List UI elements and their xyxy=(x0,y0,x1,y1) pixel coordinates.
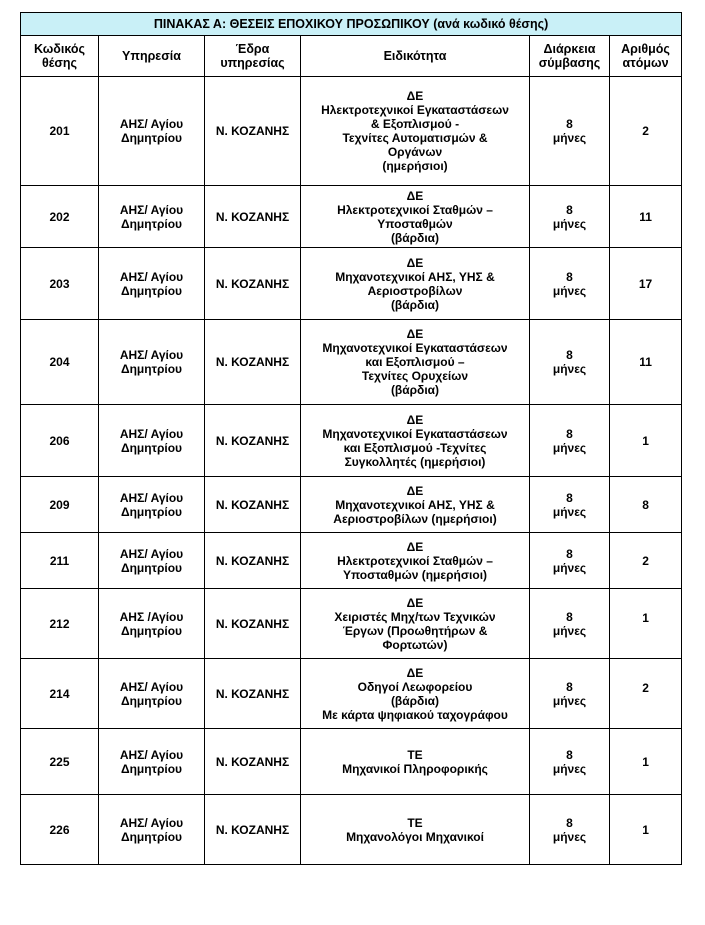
position-code-cell: 201 xyxy=(21,77,99,186)
count-cell: 11 xyxy=(610,320,682,405)
count-cell: 2 xyxy=(610,77,682,186)
header-seat: Έδρα υπηρεσίας xyxy=(205,36,301,77)
service-cell: ΑΗΣ/ Αγίου Δημητρίου xyxy=(99,659,205,729)
service-cell: ΑΗΣ/ Αγίου Δημητρίου xyxy=(99,186,205,248)
specialty-cell: ΔΕ Ηλεκτροτεχνικοί Εγκαταστάσεων & Εξοπλισμού - Τεχνίτες Αυτοματισμών & Οργάνων (ημερήσιοι) xyxy=(301,77,530,186)
duration-cell: 8 μήνες xyxy=(530,320,610,405)
seat-cell: Ν. ΚΟΖΑΝΗΣ xyxy=(205,248,301,320)
specialty-cell: ΔΕ Μηχανοτεχνικοί Εγκαταστάσεων και Εξοπλισμού -Τεχνίτες Συγκολλητές (ημερήσιοι) xyxy=(301,405,530,477)
specialty-cell: ΔΕ Μηχανοτεχνικοί ΑΗΣ, ΥΗΣ & Αεριοστροβίλων (ημερήσιοι) xyxy=(301,477,530,533)
count-cell: 2 xyxy=(610,659,682,729)
position-code-cell: 204 xyxy=(21,320,99,405)
seat-cell: Ν. ΚΟΖΑΝΗΣ xyxy=(205,729,301,795)
service-cell: ΑΗΣ/ Αγίου Δημητρίου xyxy=(99,533,205,589)
position-code-cell: 203 xyxy=(21,248,99,320)
service-cell: ΑΗΣ/ Αγίου Δημητρίου xyxy=(99,405,205,477)
position-code-cell: 212 xyxy=(21,589,99,659)
seat-cell: Ν. ΚΟΖΑΝΗΣ xyxy=(205,533,301,589)
positions-table xyxy=(20,12,682,865)
table-row xyxy=(21,729,682,795)
duration-cell: 8 μήνες xyxy=(530,186,610,248)
position-code-cell: 225 xyxy=(21,729,99,795)
count-cell: 1 xyxy=(610,405,682,477)
seat-cell: Ν. ΚΟΖΑΝΗΣ xyxy=(205,320,301,405)
service-cell: ΑΗΣ/ Αγίου Δημητρίου xyxy=(99,77,205,186)
specialty-cell: ΤΕ Μηχανολόγοι Μηχανικοί xyxy=(301,795,530,865)
duration-cell: 8 μήνες xyxy=(530,659,610,729)
table-row xyxy=(21,248,682,320)
seat-cell: Ν. ΚΟΖΑΝΗΣ xyxy=(205,405,301,477)
duration-cell: 8 μήνες xyxy=(530,405,610,477)
seat-cell: Ν. ΚΟΖΑΝΗΣ xyxy=(205,77,301,186)
seat-cell: Ν. ΚΟΖΑΝΗΣ xyxy=(205,477,301,533)
table-body xyxy=(21,77,682,865)
duration-cell: 8 μήνες xyxy=(530,248,610,320)
position-code-cell: 211 xyxy=(21,533,99,589)
duration-cell: 8 μήνες xyxy=(530,729,610,795)
header-duration: Διάρκεια σύμβασης xyxy=(530,36,610,77)
header-specialty: Ειδικότητα xyxy=(301,36,530,77)
table-row xyxy=(21,405,682,477)
table-row xyxy=(21,320,682,405)
count-cell: 8 xyxy=(610,477,682,533)
position-code-cell: 226 xyxy=(21,795,99,865)
position-code-cell: 209 xyxy=(21,477,99,533)
count-cell: 1 xyxy=(610,729,682,795)
seat-cell: Ν. ΚΟΖΑΝΗΣ xyxy=(205,795,301,865)
table-row xyxy=(21,533,682,589)
table-row xyxy=(21,477,682,533)
duration-cell: 8 μήνες xyxy=(530,477,610,533)
service-cell: ΑΗΣ/ Αγίου Δημητρίου xyxy=(99,320,205,405)
position-code-cell: 206 xyxy=(21,405,99,477)
duration-cell: 8 μήνες xyxy=(530,533,610,589)
table-title: ΠΙΝΑΚΑΣ Α: ΘΕΣΕΙΣ ΕΠΟΧΙΚΟΥ ΠΡΟΣΩΠΙΚΟΥ (ανά κωδικό θέσης) xyxy=(21,13,682,36)
count-cell: 11 xyxy=(610,186,682,248)
table-row xyxy=(21,795,682,865)
specialty-cell: ΔΕ Μηχανοτεχνικοί ΑΗΣ, ΥΗΣ & Αεριοστροβίλων (βάρδια) xyxy=(301,248,530,320)
service-cell: ΑΗΣ/ Αγίου Δημητρίου xyxy=(99,248,205,320)
duration-cell: 8 μήνες xyxy=(530,795,610,865)
table-row xyxy=(21,659,682,729)
position-code-cell: 202 xyxy=(21,186,99,248)
duration-cell: 8 μήνες xyxy=(530,77,610,186)
service-cell: ΑΗΣ/ Αγίου Δημητρίου xyxy=(99,477,205,533)
service-cell: ΑΗΣ /Αγίου Δημητρίου xyxy=(99,589,205,659)
seat-cell: Ν. ΚΟΖΑΝΗΣ xyxy=(205,659,301,729)
count-cell: 17 xyxy=(610,248,682,320)
position-code-cell: 214 xyxy=(21,659,99,729)
specialty-cell: ΤΕ Μηχανικοί Πληροφορικής xyxy=(301,729,530,795)
table-row xyxy=(21,77,682,186)
specialty-cell: ΔΕ Ηλεκτροτεχνικοί Σταθμών – Υποσταθμών (βάρδια) xyxy=(301,186,530,248)
specialty-cell: ΔΕ Οδηγοί Λεωφορείου (βάρδια) Με κάρτα ψηφιακού ταχογράφου xyxy=(301,659,530,729)
specialty-cell: ΔΕ Μηχανοτεχνικοί Εγκαταστάσεων και Εξοπλισμού – Τεχνίτες Ορυχείων (βάρδια) xyxy=(301,320,530,405)
count-cell: 1 xyxy=(610,589,682,659)
table-row xyxy=(21,186,682,248)
header-service: Υπηρεσία xyxy=(99,36,205,77)
seat-cell: Ν. ΚΟΖΑΝΗΣ xyxy=(205,589,301,659)
header-row xyxy=(21,36,682,77)
positions-sheet xyxy=(20,12,681,865)
specialty-cell: ΔΕ Ηλεκτροτεχνικοί Σταθμών – Υποσταθμών (ημερήσιοι) xyxy=(301,533,530,589)
specialty-cell: ΔΕ Χειριστές Μηχ/των Τεχνικών Έργων (Προωθητήρων & Φορτωτών) xyxy=(301,589,530,659)
duration-cell: 8 μήνες xyxy=(530,589,610,659)
seat-cell: Ν. ΚΟΖΑΝΗΣ xyxy=(205,186,301,248)
header-code: Κωδικός θέσης xyxy=(21,36,99,77)
service-cell: ΑΗΣ/ Αγίου Δημητρίου xyxy=(99,795,205,865)
header-count: Αριθμός ατόμων xyxy=(610,36,682,77)
service-cell: ΑΗΣ/ Αγίου Δημητρίου xyxy=(99,729,205,795)
count-cell: 1 xyxy=(610,795,682,865)
count-cell: 2 xyxy=(610,533,682,589)
table-row xyxy=(21,589,682,659)
